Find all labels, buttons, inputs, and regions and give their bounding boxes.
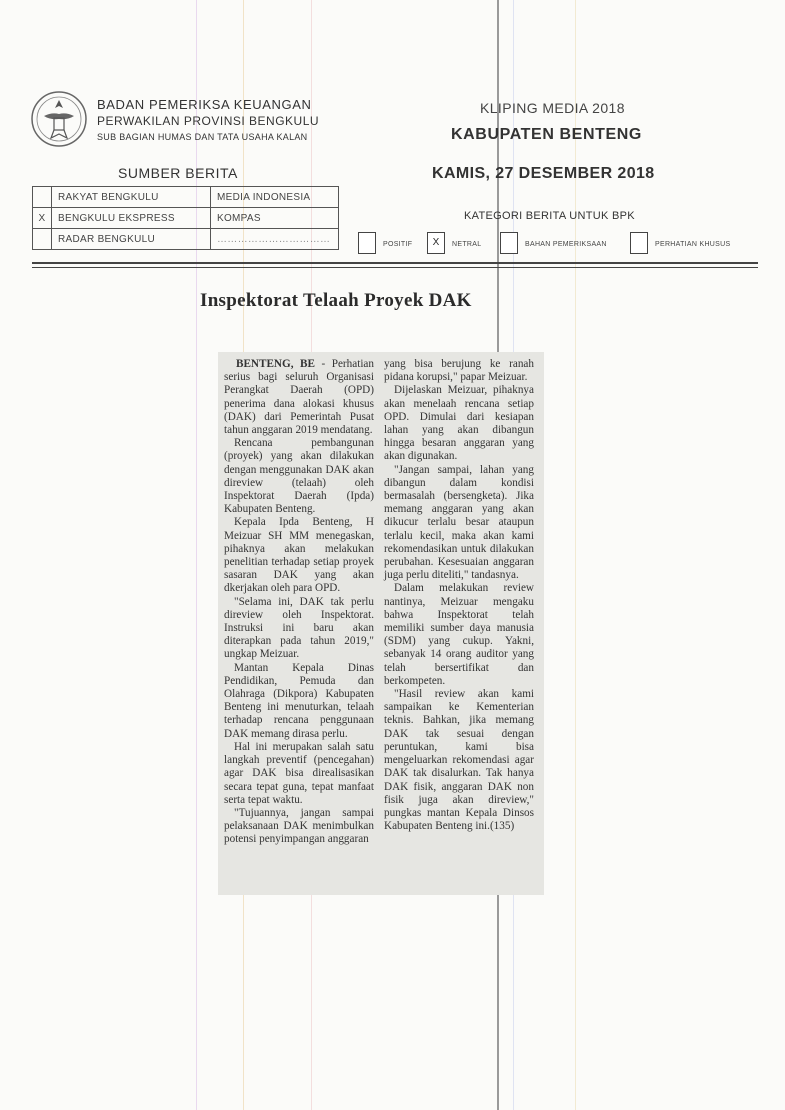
source-row [33,229,339,250]
article-paragraph: "Jangan sampai, lahan yang dibangun dalam kondisi bermasalah (bersengketa). Jika memang anggaran yang akan dikucur terlalu besar ataupun terlalu kecil, maka akan kami rekomendasikan untuk dilakukan perubahan. Kesesuaian anggaran juga perlu diteliti," tandasnya. [384,463,534,582]
kabupaten-title: KABUPATEN BENTENG [451,126,642,143]
category-label-netral: NETRAL [452,241,482,248]
article-column-left [224,358,374,847]
article-paragraph: Mantan Kepala Dinas Pendidikan, Pemuda dan Olahraga (Dikpora) Kabupaten Benteng ini menuturkan, telaah terhadap rencana penggunaan DAK memang dirasa perlu. [224,661,374,740]
category-checkbox-perhatian-khusus[interactable] [630,232,648,254]
kategori-title: KATEGORI BERITA UNTUK BPK [464,210,635,222]
category-label-bahan-pemeriksaan: BAHAN PEMERIKSAAN [525,241,607,248]
source-name: KOMPAS [211,208,339,229]
source-name-blank: …………………………… [211,229,339,250]
article-dateline: BENTENG, BE [236,358,315,370]
kliping-title: KLIPING MEDIA 2018 [480,100,625,116]
source-row [33,187,339,208]
article-headline: Inspektorat Telaah Proyek DAK [200,290,472,311]
garuda-emblem-icon [30,88,88,150]
source-mark [33,187,52,208]
article-paragraph: Dalam melakukan review nantinya, Meizuar mengaku bahwa Inspektorat telah memiliki sumber daya manusia (SDM) yang cukup. Yakni, sebanyak 14 orang auditor yang telah bersertifikat dan berkompeten. [384,582,534,687]
article-paragraph: BENTENG, BE - Perhatian serius bagi seluruh Organisasi Perangkat Daerah (OPD) penerima dana alokasi khusus (DAK) dari Pemerintah Pusat tahun anggaran 2019 mendatang. [224,358,374,437]
source-mark [33,229,52,250]
article-paragraph: "Selama ini, DAK tak perlu direview oleh Inspektorat. Instruksi ini baru akan diterapkan pada tahun 2019," ungkap Meizuar. [224,595,374,661]
article-paragraph: yang bisa berujung ke ranah pidana korupsi," papar Meizuar. [384,358,534,384]
org-name-line1: BADAN PEMERIKSA KEUANGAN [97,97,312,112]
article-column-right [384,358,534,833]
category-checkbox-bahan-pemeriksaan[interactable] [500,232,518,254]
source-table [32,186,339,250]
article-paragraph: Hal ini merupakan salah satu langkah preventif (pencegahan) agar DAK bisa direalisasikan secara tepat guna, tepat manfaat serta tepat waktu. [224,740,374,806]
divider [32,262,758,264]
category-checkbox-positif[interactable] [358,232,376,254]
category-label-positif: POSITIF [383,241,413,248]
article-paragraph: "Hasil review akan kami sampaikan ke Kementerian teknis. Bahkan, jika memang DAK tak sesuai dengan peruntukan, kami bisa mengeluarkan rekomendasi agar DAK tak disalurkan. Tak hanya DAK fisik, anggaran DAK non fisik juga akan direview," pungkas mantan Kepala Dinsos Kabupaten Benteng ini.(135) [384,688,534,833]
source-mark: X [33,208,52,229]
source-row [33,208,339,229]
source-name: MEDIA INDONESIA [211,187,339,208]
org-name-line2: PERWAKILAN PROVINSI BENGKULU [97,114,320,128]
org-name-line3: SUB BAGIAN HUMAS DAN TATA USAHA KALAN [97,132,308,142]
category-label-perhatian-khusus: PERHATIAN KHUSUS [655,241,731,248]
source-name: BENGKULU EKSPRESS [52,208,211,229]
divider [32,267,758,268]
category-checkbox-netral[interactable]: X [427,232,445,254]
publication-date: KAMIS, 27 DESEMBER 2018 [432,165,655,182]
article-paragraph: Rencana pembangunan (proyek) yang akan dilakukan dengan menggunakan DAK akan direview (telaah) oleh Inspektorat Daerah (Ipda) Kabupaten Benteng. [224,437,374,516]
article-paragraph: Kepala Ipda Benteng, H Meizuar SH MM menegaskan, pihaknya akan melakukan penelitian terhadap setiap proyek sasaran DAK yang akan dkerjakan oleh para OPD. [224,516,374,595]
article-paragraph: Dijelaskan Meizuar, pihaknya akan menelaah rencana setiap OPD. Dimulai dari kesiapan lahan yang akan dibangun hingga besaran anggaran yang akan digunakan. [384,384,534,463]
article-paragraph: "Tujuannya, jangan sampai pelaksanaan DAK menimbulkan potensi penyimpangan anggaran [224,806,374,846]
news-clipping [218,352,544,895]
source-name: RADAR BENGKULU [52,229,211,250]
source-name: RAKYAT BENGKULU [52,187,211,208]
sumber-berita-title: SUMBER BERITA [118,165,238,181]
